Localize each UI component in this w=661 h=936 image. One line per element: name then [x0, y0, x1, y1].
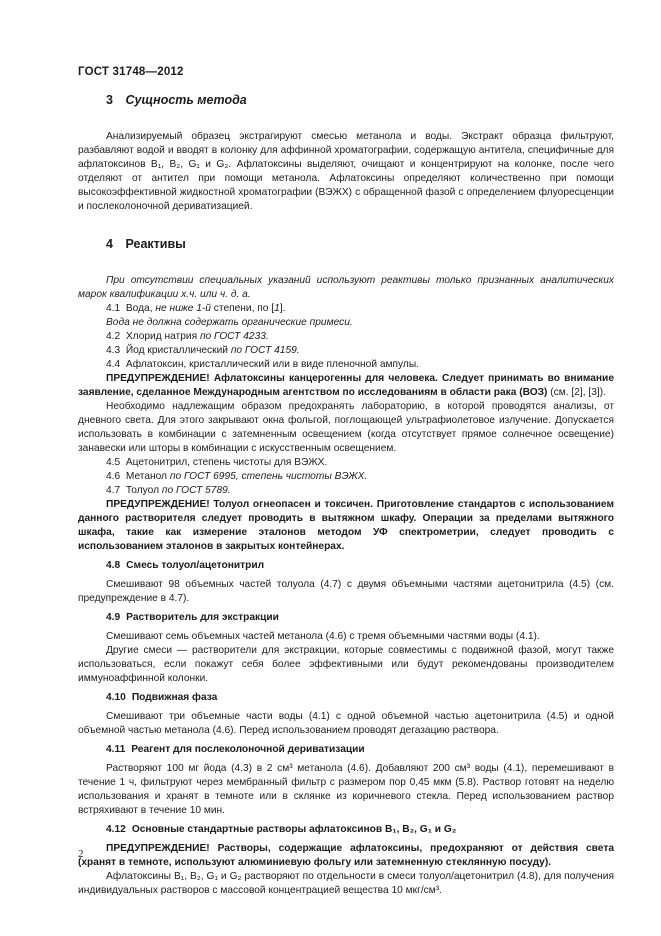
item-text: Ацетонитрил, степень чистоты для ВЭЖХ.: [125, 457, 328, 468]
reference-link[interactable]: 1: [274, 303, 280, 314]
subsection-title: Смесь толуол/ацетонитрил: [126, 560, 265, 571]
item-4-1: [78, 302, 614, 316]
reagents-intro: При отсутствии специальных указаний используют реактивы только признанных аналитических марок квалификации х.ч. или ч. д. а.: [78, 275, 614, 300]
standard-reference: по ГОСТ 6995, степень чистоты ВЭЖХ.: [169, 471, 368, 482]
subsection-4-10-heading: [78, 691, 614, 705]
standard-reference: по ГОСТ 5789.: [161, 485, 231, 496]
item-4-1-note: Вода не должна содержать органические примеси.: [106, 317, 353, 328]
item-number: 4.2: [106, 331, 121, 342]
subsection-4-8-heading: [78, 559, 614, 573]
method-paragraph: Анализируемый образец экстрагируют смесью метанола и воды. Экстракт образца фильтруют, разбавляют водой и вводят в колонку для аффинной хроматографии, содержащую антитела, специфичные для афлатоксинов B₁, B₂, G₁ и G₂. Афлатоксины выделяют, очищают и концентрируют на колонке, после чего отделяют от антител при помощи метанола. Афлатоксины определяют количественно при помощи высокоэффективной жидкостной хроматографии (ВЭЖХ) с обращенной фазой с определением флуоресценции и послеколоночной дериватизацией.: [78, 131, 614, 212]
page-number: 2: [78, 848, 84, 860]
subsection-4-9-text-alt: Другие смеси — растворители для экстракции, которые совместимы с подвижной фазой, могут также использоваться, если покажут себя более эффективными или будут рекомендованы производителем иммуноаффинной колонки.: [78, 645, 614, 684]
item-number: 4.5: [106, 457, 121, 468]
subsection-4-11-heading: [78, 743, 614, 757]
item-text: степени, по [: [210, 303, 275, 314]
item-number: 4.3: [106, 345, 121, 356]
item-text: ].: [279, 303, 286, 314]
light-protection-paragraph: Необходимо надлежащим образом предохранять лабораторию, в которой проводятся анализы, от дневного света. Для этого закрывают окна фольгой, поглощающей ультрафиолетовое излучение. Допускается использовать в комбинации с затемненным освещением (когда отсутствует прямое солнечное освещение) занавески или шторы в комбинации с искусственным освещением.: [78, 401, 614, 454]
warning-text: ПРЕДУПРЕЖДЕНИЕ! Афлатоксины канцерогенны для человека. Следует принимать во внимание заявление, сделанное Международным агентством по исследованиям в области рака (ВОЗ): [78, 373, 614, 398]
subsection-number: 4.10: [106, 692, 126, 703]
subsection-4-11-text: Растворяют 100 мг йода (4.3) в 2 см³ метанола (4.6). Добавляют 200 см³ воды (4.1), перемешивают в течение 1 ч, фильтруют через мембранный фильтр с размером пор 0,45 мкм (5.8). Раствор готовят на неделю использования и хранят в темноте или в склянке из коричневого стекла. Перед использованием раствор встряхивают в течение 10 мин.: [78, 763, 614, 816]
item-text: Афлатоксин, кристаллический или в виде пленочной ампулы.: [125, 359, 420, 370]
subsection-number: 4.12: [106, 824, 126, 835]
item-text: Толуол: [125, 485, 162, 496]
section-number: 4: [106, 237, 113, 251]
subsection-4-10-text: Смешивают три объемные части воды (4.1) с одной объемной частью ацетонитрила (4.5) и одной объемной частью метанола (4.6). Перед использованием проводят дегазацию раствора.: [78, 711, 614, 736]
item-number: 4.6: [106, 471, 121, 482]
section-3-heading: [78, 92, 614, 108]
subsection-number: 4.8: [106, 560, 121, 571]
item-4-4: [78, 358, 614, 372]
subsection-number: 4.9: [106, 612, 121, 623]
document-body: [78, 92, 614, 898]
item-text: Йод кристаллический: [125, 345, 231, 356]
item-4-6: [78, 470, 614, 484]
item-number: 4.7: [106, 485, 121, 496]
section-title: Реактивы: [125, 237, 186, 251]
document-header-id: ГОСТ 31748—2012: [78, 66, 184, 78]
warning-reference: (см. [2], [3]).: [547, 387, 606, 398]
item-4-2: [78, 330, 614, 344]
item-4-7: [78, 484, 614, 498]
standard-reference: по ГОСТ 4159.: [230, 345, 300, 356]
subsection-4-9-heading: [78, 611, 614, 625]
item-text: Вода,: [125, 303, 156, 314]
section-title: Сущность метода: [125, 93, 247, 107]
subsection-title: Подвижная фаза: [131, 692, 218, 703]
item-4-3: [78, 344, 614, 358]
item-text: Хлорид натрия: [125, 331, 200, 342]
warning-light-sensitive: ПРЕДУПРЕЖДЕНИЕ! Растворы, содержащие афлатоксины, предохраняют от действия света (хранят в темноте, используют алюминиевую фольгу или затемненную стеклянную посуду).: [78, 843, 614, 868]
subsection-number: 4.11: [106, 744, 126, 755]
subsection-4-9-text: Смешивают семь объемных частей метанола (4.6) с тремя объемными частями воды (4.1).: [106, 631, 540, 642]
warning-carcinogen: [78, 372, 614, 400]
item-4-5: [78, 456, 614, 470]
subsection-title: Реагент для послеколоночной дериватизации: [131, 744, 365, 755]
subsection-title: Растворитель для экстракции: [126, 612, 279, 623]
subsection-4-8-text: Смешивают 98 объемных частей толуола (4.7) с двумя объемными частями ацетонитрила (4.5) (см. предупреждение в 4.7).: [78, 579, 614, 604]
item-text: Метанол: [125, 471, 170, 482]
warning-toluene: ПРЕДУПРЕЖДЕНИЕ! Толуол огнеопасен и токсичен. Приготовление стандартов с использованием данного растворителя следует проводить в вытяжном шкафу. Операции за пределами вытяжного шкафа, такие как измерение эталонов методом УФ спектрометрии, следует проводить с использованием эталонов в закрытых контейнерах.: [78, 499, 614, 552]
subsection-4-12-heading: [78, 823, 614, 837]
item-number: 4.4: [106, 359, 121, 370]
item-text-italic: не ниже 1-й: [155, 303, 211, 314]
item-number: 4.1: [106, 303, 121, 314]
standard-reference: по ГОСТ 4233.: [199, 331, 269, 342]
subsection-4-12-text: Афлатоксины B₁, B₂, G₁ и G₂ растворяют по отдельности в смеси толуол/ацетонитрил (4.8), для получения индивидуальных растворов с массовой концентрацией вещества 10 мкг/см³.: [78, 871, 614, 896]
section-4-heading: [78, 236, 614, 252]
subsection-title: Основные стандартные растворы афлатоксинов B₁, B₂, G₁ и G₂: [131, 824, 457, 835]
section-number: 3: [106, 93, 113, 107]
